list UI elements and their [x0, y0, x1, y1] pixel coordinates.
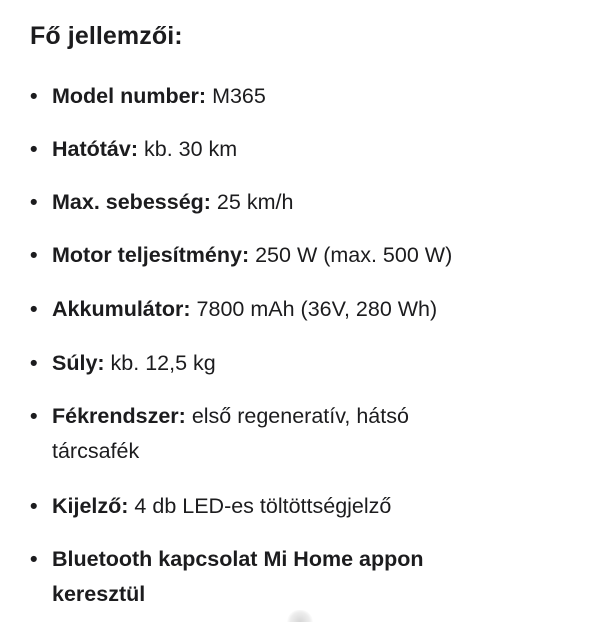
item-value: 250 W (max. 500 W) — [249, 243, 453, 267]
item-label: Súly: — [52, 351, 105, 375]
item-value: M365 — [206, 84, 266, 108]
bullet-icon: • — [30, 351, 38, 375]
item-label: Model number: — [52, 84, 207, 108]
item-value: kb. 30 km — [138, 137, 238, 161]
list-item-display — [30, 489, 575, 524]
bullet-icon: • — [30, 404, 38, 428]
list-item-model-number — [30, 79, 575, 114]
list-item-max-speed — [30, 185, 575, 220]
list-item-motor-power — [30, 238, 575, 273]
bullet-icon: • — [30, 137, 38, 161]
list-item-range — [30, 132, 575, 167]
section-heading: Fő jellemzői: — [30, 22, 183, 50]
bullet-icon: • — [30, 494, 38, 518]
item-value: 4 db LED-es töltöttségjelző — [128, 494, 392, 518]
bullet-icon: • — [30, 84, 38, 108]
item-label: Motor teljesítmény: — [52, 243, 250, 267]
item-value: 25 km/h — [210, 190, 294, 214]
list-item-battery — [30, 292, 575, 327]
item-label: Hatótáv: — [52, 137, 139, 161]
bullet-icon: • — [30, 547, 38, 571]
item-label: Max. sebesség: — [52, 190, 211, 214]
item-value: 7800 mAh (36V, 280 Wh) — [190, 297, 438, 321]
list-item-brakes — [30, 399, 500, 469]
item-label: Bluetooth kapcsolat Mi Home appon keresztül — [52, 547, 424, 606]
item-label: Akkumulátor: — [52, 297, 191, 321]
bullet-icon: • — [30, 297, 38, 321]
item-label: Kijelző: — [52, 494, 129, 518]
item-label: Fékrendszer: — [52, 404, 186, 428]
bullet-icon: • — [30, 243, 38, 267]
list-item-bluetooth — [30, 542, 500, 612]
item-value: első regeneratív, hátsó tárcsafék — [52, 404, 409, 463]
bullet-icon: • — [30, 190, 38, 214]
list-item-weight — [30, 346, 575, 381]
item-value: kb. 12,5 kg — [104, 351, 216, 375]
